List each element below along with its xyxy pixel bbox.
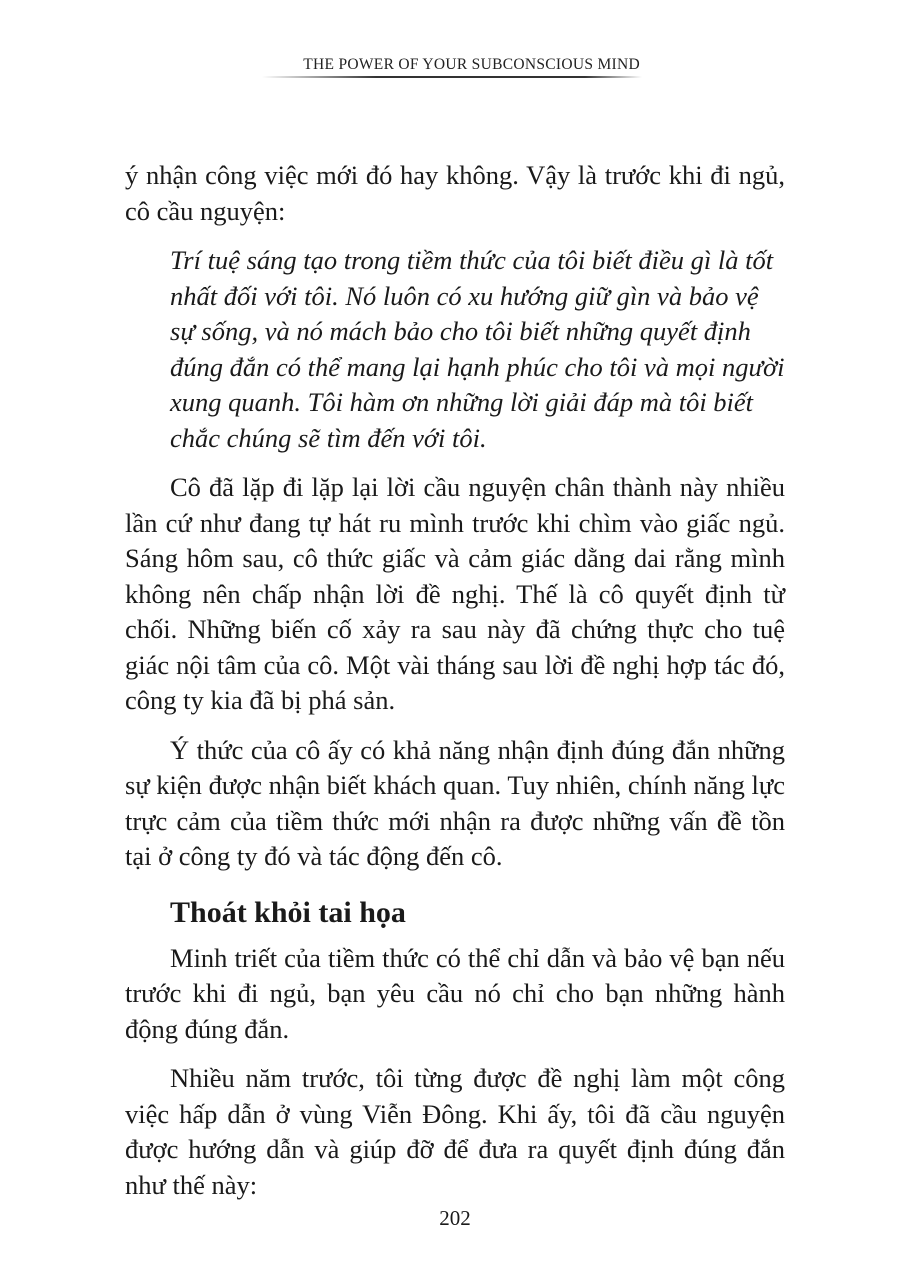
paragraph: Ý thức của cô ấy có khả năng nhận định đúng đắn những sự kiện được nhận biết khách quan. Tuy nhiên, chính năng lực trực cảm của tiềm thức mới nhận ra được những vấn đề tồn tại ở công ty đó và tác động đến cô.: [125, 734, 785, 871]
paragraph: Cô đã lặp đi lặp lại lời cầu nguyện chân thành này nhiều lần cứ như đang tự hát ru mình trước khi chìm vào giấc ngủ. Sáng hôm sau, cô thức giấc và cảm giác dằng dai rằng mình không nên chấp nhận lời đề nghị. Thế là cô quyết định từ chối. Những biến cố xảy ra sau này đã chứng thực cho tuệ giác nội tâm của cô. Một vài tháng sau lời đề nghị hợp tác đó, công ty kia đã bị phá sản.: [125, 472, 785, 715]
section-heading: Thoát khỏi tai họa: [170, 895, 406, 929]
page-number: 202: [439, 1206, 471, 1230]
header-rule: [262, 76, 642, 78]
running-header: THE POWER OF YOUR SUBCONSCIOUS MIND: [303, 56, 640, 73]
page-body: [125, 158, 785, 1217]
paragraph: ý nhận công việc mới đó hay không. Vậy là trước khi đi ngủ, cô cầu nguyện:: [125, 160, 785, 226]
prayer-quote: Trí tuệ sáng tạo trong tiềm thức của tôi biết điều gì là tốt nhất đối với tôi. Nó luôn có xu hướng giữ gìn và bảo vệ sự sống, và nó mách bảo cho tôi biết những quyết định đúng đắn có thể mang lại hạnh phúc cho tôi và mọi người xung quanh. Tôi hàm ơn những lời giải đáp mà tôi biết chắc chúng sẽ tìm đến với tôi.: [170, 245, 785, 453]
paragraph: Minh triết của tiềm thức có thể chỉ dẫn và bảo vệ bạn nếu trước khi đi ngủ, bạn yêu cầu nó chỉ cho bạn những hành động đúng đắn.: [125, 942, 785, 1044]
paragraph: Nhiều năm trước, tôi từng được đề nghị làm một công việc hấp dẫn ở vùng Viễn Đông. Khi ấy, tôi đã cầu nguyện được hướng dẫn và giúp đỡ để đưa ra quyết định đúng đắn như thế này:: [125, 1063, 785, 1200]
